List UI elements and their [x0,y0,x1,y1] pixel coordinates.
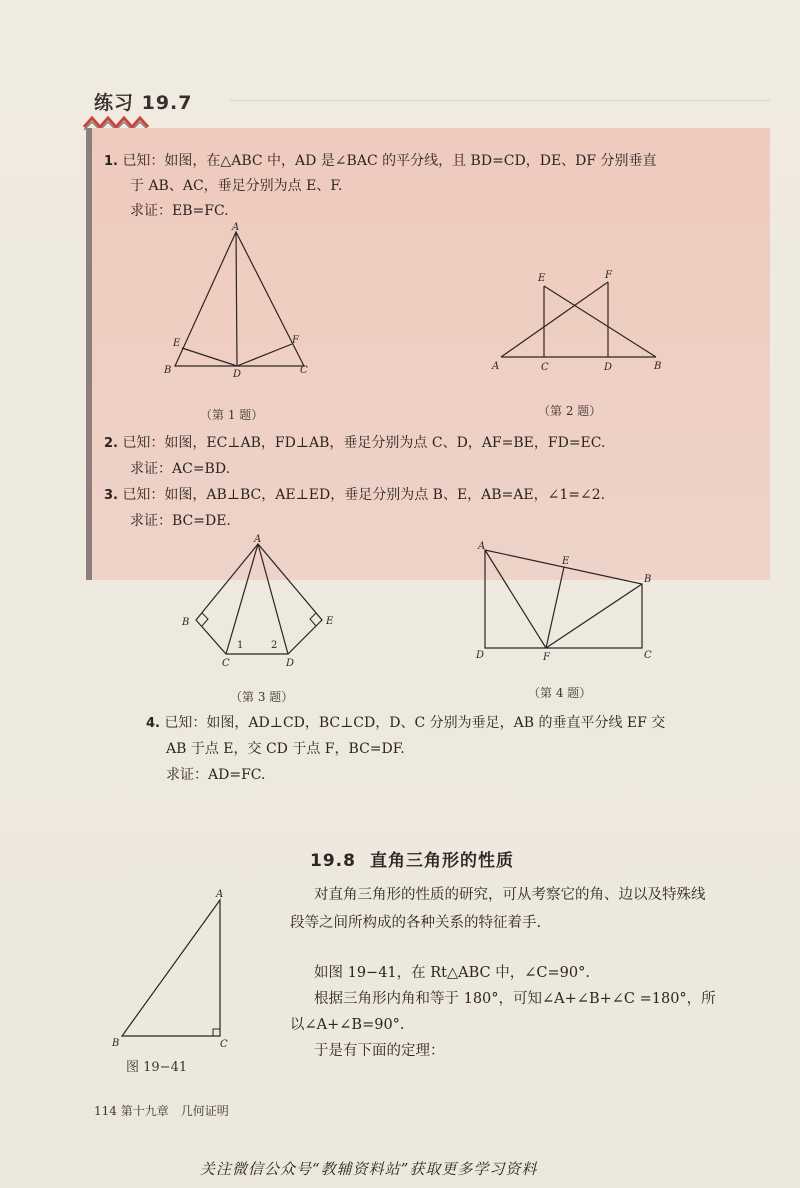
watermark-text: 关注微信公众号“教辅资料站”获取更多学习资料 [200,1160,538,1178]
label-b: B [654,361,662,372]
label-a: A [478,541,486,552]
label-a: A [232,222,240,233]
exercise-title: 练习 19.7 [94,92,193,114]
page-footer: 114 第十九章 几何证明 [94,1104,229,1118]
figure-4 [472,538,662,668]
caption-fig-1: （第 1 题） [200,408,264,422]
section-para-4: 于是有下面的定理： [314,1043,445,1059]
label-b: B [112,1038,120,1049]
label-a: A [254,534,262,545]
problem-text: 已知：如图，在△ABC 中，AD 是∠BAC 的平分线，且 BD=CD，DE、DF 分别垂直 [122,153,657,169]
figure-3 [176,534,346,674]
angle-1-label: 1 [237,640,244,651]
caption-fig-4: （第 4 题） [528,686,592,700]
label-c: C [222,658,230,669]
exercise-box-bar [86,128,92,580]
label-c: C [541,362,549,373]
section-heading [310,846,514,871]
angle-2-label: 2 [271,640,278,651]
section-para-3-line-2: 以∠A+∠B=90°. [290,1017,405,1033]
problem-1-line-2: 于 AB、AC，垂足分别为点 E、F. [130,178,343,194]
label-c: C [300,365,308,376]
section-title: 直角三角形的性质 [369,851,514,871]
label-e: E [173,338,181,349]
problem-number: 4. [146,716,160,731]
label-a: A [492,361,500,372]
section-para-1-line-2: 段等之间所构成的各种关系的特征着手. [290,915,542,931]
caption-fig-3: （第 3 题） [230,690,294,704]
caption-fig-2: （第 2 题） [538,404,602,418]
label-c: C [220,1039,228,1050]
figure-2 [488,268,668,378]
problem-4 [146,712,665,735]
section-para-2: 如图 19−41，在 Rt△ABC 中，∠C=90°. [314,965,590,981]
problem-1-prove: 求证：EB=FC. [130,203,229,219]
problem-text: 已知：如图，AD⊥CD，BC⊥CD，D、C 分别为垂足，AB 的垂直平分线 EF 交 [164,715,666,731]
label-d: D [604,362,613,373]
label-d: D [233,369,242,380]
problem-4-line-2: AB 于点 E，交 CD 于点 F，BC=DF. [166,741,405,757]
problem-number: 1. [104,154,118,169]
problem-1 [104,150,657,173]
label-a: A [216,889,224,900]
figure-19-41 [110,886,240,1052]
problem-text: 已知：如图，EC⊥AB，FD⊥AB，垂足分别为点 C、D，AF=BE，FD=EC. [122,435,606,451]
section-para-1-line-1: 对直角三角形的性质的研究，可从考察它的角、边以及特殊线 [314,887,706,903]
problem-4-prove: 求证：AD=FC. [166,767,266,783]
problem-number: 3. [104,488,118,503]
figure-1 [160,222,320,382]
problem-number: 2. [104,436,118,451]
problem-2-prove: 求证：AC=BD. [130,461,231,477]
label-f: F [292,335,299,346]
label-e: E [538,273,546,284]
label-b: B [182,617,190,628]
label-b: B [164,365,172,376]
problem-3-prove: 求证：BC=DE. [130,513,231,529]
section-number: 19.8 [310,851,356,871]
label-f: F [605,270,612,281]
problem-3 [104,484,605,507]
label-d: D [476,650,485,661]
label-e: E [562,556,570,567]
label-f: F [543,652,550,663]
problem-2 [104,432,605,455]
header-rule [230,100,770,101]
label-d: D [286,658,295,669]
label-b: B [644,574,652,585]
caption-fig-19-41: 图 19−41 [126,1060,188,1075]
label-e: E [326,616,334,627]
label-c: C [644,650,652,661]
section-para-3-line-1: 根据三角形内角和等于 180°，可知∠A+∠B+∠C =180°，所 [314,991,716,1007]
problem-text: 已知：如图，AB⊥BC，AE⊥ED，垂足分别为点 B、E，AB=AE，∠1=∠2. [122,487,606,503]
